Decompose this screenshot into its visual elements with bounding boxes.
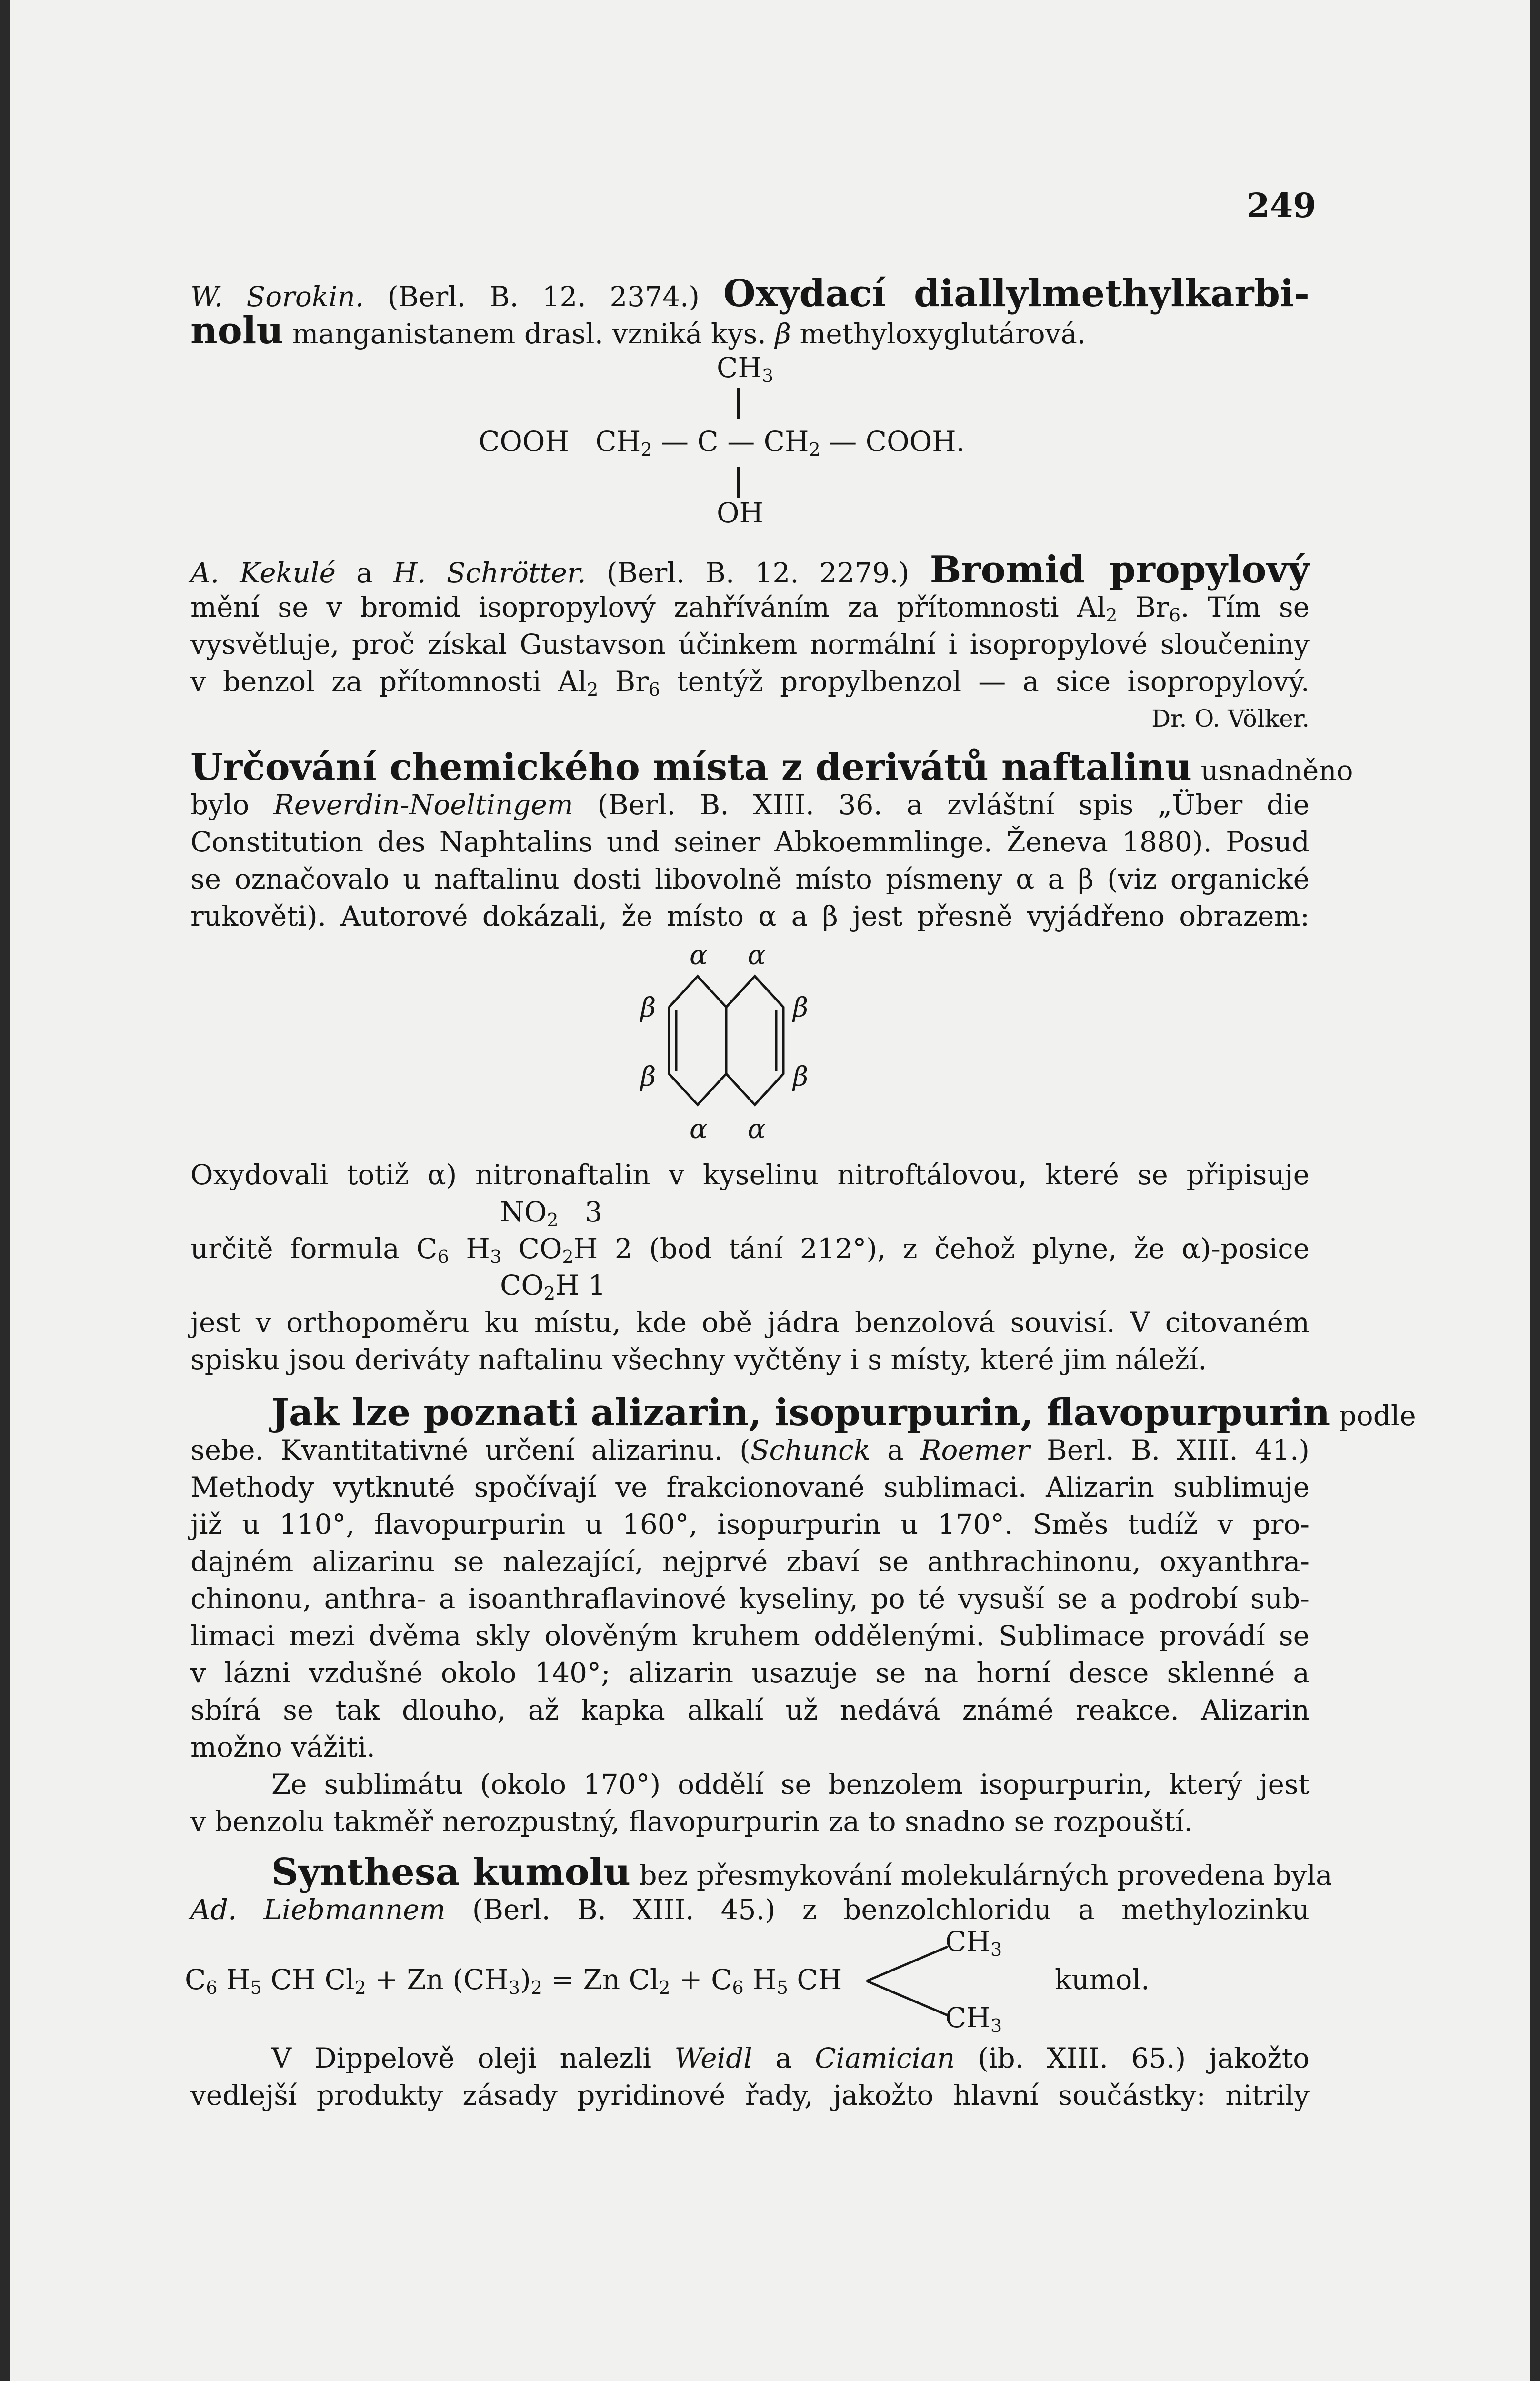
text: v benzol za přítomnosti Al <box>190 665 587 698</box>
author: Schunck <box>750 1434 870 1466</box>
reference: (Berl. B. 12. 2374.) <box>387 280 700 313</box>
eq-branch-lines <box>864 1943 950 2024</box>
text-line: sbírá se tak dlouho, až kapka alkalí už nedává známé reakce. Alizarin <box>190 1694 1310 1726</box>
section-heading-cont: nolu <box>190 309 284 352</box>
text: manganistanem drasl. vzniká kys. <box>292 318 766 350</box>
text: a <box>356 557 373 589</box>
text: H 2 (bod tání 212°), z čehož plyne, že α)-posice <box>573 1232 1310 1265</box>
paragraph-nitronaftalin-3 <box>190 1305 1310 1379</box>
formula-sub: 2 <box>547 1210 559 1231</box>
eq-branch-bottom <box>945 2000 1002 2035</box>
beta-label: β <box>640 992 656 1023</box>
beta-label: β <box>793 1061 809 1092</box>
formula-text: + C <box>679 1963 732 1996</box>
paragraph-kumol <box>190 1851 1332 1929</box>
formula-main <box>479 424 965 459</box>
formula-sub: 2 <box>354 1977 366 1998</box>
text: podle <box>1339 1400 1416 1432</box>
text-line: jest v orthopoměru ku místu, kde obě jádra benzolová souvisí. V citovaném <box>190 1306 1310 1339</box>
text: Br <box>615 665 649 698</box>
formula-text: CH <box>717 351 762 384</box>
text-line: Oxydovali totiž α) nitronaftalin v kyselinu nitroftálovou, které se připisuje <box>190 1159 1310 1191</box>
alpha-label: α <box>690 1114 708 1145</box>
signature: Dr. O. Völker. <box>1151 705 1310 732</box>
text: (Berl. B. XIII. 36. a zvláštní spis „Über die <box>597 789 1310 821</box>
formula-text: — COOH. <box>829 425 965 458</box>
text: V Dippelově oleji nalezli <box>271 2042 651 2074</box>
formula-text: CH <box>797 1963 842 1996</box>
formula-text: — C — CH <box>660 425 809 458</box>
text: mění se v bromid isopropylový zahříváním za přítomnosti Al <box>190 591 1106 623</box>
eq-branch-top <box>945 1924 1002 1959</box>
text-line: chinonu, anthra- a isoanthraflavinové kyseliny, po té vysuší se a podrobí sub- <box>190 1582 1310 1615</box>
equation-kumol <box>185 1962 842 1997</box>
formula-text: H 1 <box>555 1269 606 1301</box>
alpha-label: α <box>690 940 708 971</box>
text-line: se označovalo u naftalinu dosti libovolně místo písmeny α a β (viz organické <box>190 863 1310 895</box>
formula-sub: 5 <box>776 1977 788 1998</box>
author: Weidl <box>674 2042 752 2074</box>
text-line: v benzolu takměř nerozpustný, flavopurpurin za to snadno se rozpouští. <box>190 1805 1193 1838</box>
formula-bottom: OH <box>717 497 764 529</box>
text-line: Methody vytknuté spočívají ve frakcionované sublimaci. Alizarin sublimuje <box>190 1471 1310 1503</box>
formula-text: = Zn Cl <box>551 1963 659 1996</box>
paragraph-sorokin <box>190 272 1310 352</box>
naphthalene-diagram <box>619 938 886 1157</box>
text: a <box>775 2042 792 2074</box>
formula-sub: 2 <box>543 1283 556 1304</box>
formula-text: 3 <box>584 1196 602 1228</box>
section-heading: Bromid propylový <box>930 548 1310 591</box>
formula-nitro-bottom <box>500 1268 606 1303</box>
paragraph-alizarin <box>190 1391 1416 1841</box>
formula-sub: 6 <box>648 679 660 700</box>
equation-product-name: kumol. <box>1055 1963 1150 1996</box>
text-line: spisku jsou deriváty naftalinu všechny vyčtěny i s místy, které jim náleží. <box>190 1343 1207 1376</box>
formula-sub: 6 <box>1169 605 1181 626</box>
text: (Berl. B. XIII. 45.) z benzolchloridu a methylozinku <box>472 1893 1310 1926</box>
formula-sub: 2 <box>562 1246 574 1267</box>
formula-text: C <box>185 1963 206 1996</box>
text: Br <box>1135 591 1169 623</box>
text-line: v lázni vzdušné okolo 140°; alizarin usazuje se na horní desce sklenné a <box>190 1657 1310 1689</box>
formula-text: COOH <box>479 425 570 458</box>
paragraph-dippel <box>190 2041 1310 2115</box>
beta-label: β <box>640 1061 656 1092</box>
text: Berl. B. XIII. 41.) <box>1047 1434 1310 1466</box>
formula-sub: 3 <box>990 2015 1002 2036</box>
section-heading: Jak lze poznati alizarin, isopurpurin, flavopurpurin <box>271 1391 1330 1434</box>
greek-letter: β <box>775 318 791 350</box>
text: a <box>887 1434 904 1466</box>
section-heading: Oxydací diallylmethylkarbi- <box>723 272 1310 315</box>
reference: (Berl. B. 12. 2279.) <box>606 557 910 589</box>
formula-sub: 2 <box>1106 605 1118 626</box>
text: (ib. XIII. 65.) jakožto <box>978 2042 1310 2074</box>
formula-sub: 2 <box>809 439 820 460</box>
text-line: rukověti). Autorové dokázali, že místo α a β jest přesně vyjádřeno obrazem: <box>190 900 1310 932</box>
text-line: vysvětluje, proč získal Gustavson účinkem normální i isopropylové sloučeniny <box>190 628 1310 660</box>
alpha-label: α <box>748 1114 766 1145</box>
formula-text: CO <box>500 1269 544 1301</box>
text: usnadněno <box>1200 754 1353 787</box>
text: určitě formula C <box>190 1232 438 1265</box>
formula-sub: 2 <box>640 439 652 460</box>
formula-sub: 3 <box>508 1977 520 1998</box>
page-number: 249 <box>1246 186 1316 225</box>
text-line: možno vážiti. <box>190 1731 375 1763</box>
author: H. Schrötter. <box>393 557 586 589</box>
text: . Tím se <box>1180 591 1310 623</box>
formula-text: H <box>752 1963 777 1996</box>
formula-sub: 6 <box>206 1977 218 1998</box>
formula-nitro-top <box>500 1194 602 1230</box>
formula-top <box>717 350 773 385</box>
formula-sub: 6 <box>732 1977 744 1998</box>
text-line: dajném alizarinu se nalezající, nejprvé zbaví se anthrachinonu, oxyanthra- <box>190 1545 1310 1578</box>
formula-sub: 2 <box>659 1977 670 1998</box>
author: Roemer <box>920 1434 1030 1466</box>
paragraph-nitronaftalin-2 <box>190 1231 1310 1268</box>
formula-sub: 3 <box>990 1939 1002 1960</box>
formula-text: NO <box>500 1196 547 1228</box>
text: tentýž propylbenzol — a sice isopropylový. <box>677 665 1310 698</box>
formula-sub: 3 <box>490 1246 502 1267</box>
formula-text: CH Cl <box>270 1963 355 1996</box>
formula-sub: 5 <box>250 1977 262 1998</box>
text-line: Ze sublimátu (okolo 170°) oddělí se benzolem isopurpurin, který jest <box>271 1768 1310 1801</box>
formula-sub: 6 <box>437 1246 449 1267</box>
alpha-label: α <box>748 940 766 971</box>
paragraph-naftalin <box>190 746 1353 936</box>
text: sebe. Kvantitativné určení alizarinu. ( <box>190 1434 750 1466</box>
formula-text: ) <box>520 1963 531 1996</box>
author: Ad. Liebmannem <box>190 1893 446 1926</box>
text-line: vedlejší produkty zásady pyridinové řady, jakožto hlavní součástky: nitrily <box>190 2079 1310 2111</box>
author: Ciamician <box>815 2042 955 2074</box>
section-heading: Určování chemického místa z derivátů naftalinu <box>190 746 1192 789</box>
author: Reverdin-Noeltingem <box>273 789 573 821</box>
beta-label: β <box>793 992 809 1023</box>
text: bylo <box>190 789 250 821</box>
paragraph-nitronaftalin <box>190 1157 1310 1194</box>
author: W. Sorokin. <box>190 280 364 313</box>
text: bez přesmykování molekulárných provedena byla <box>639 1859 1332 1891</box>
formula-sub: 2 <box>530 1977 542 1998</box>
text-line: limaci mezi dvěma skly olověným kruhem oddělenými. Sublimace provádí se <box>190 1620 1310 1652</box>
section-heading: Synthesa kumolu <box>271 1851 630 1894</box>
text-line: již u 110°, flavopurpurin u 160°, isopurpurin u 170°. Směs tudíž v pro- <box>190 1508 1310 1541</box>
paragraph-kekule <box>190 548 1310 738</box>
formula-text: CH <box>595 425 641 458</box>
formula-text: CH <box>945 1925 990 1958</box>
formula-sub: 2 <box>587 679 599 700</box>
formula-sub: 3 <box>761 365 774 386</box>
text: H <box>466 1232 490 1265</box>
text-line: Constitution des Naphtalins und seiner Abkoemmlinge. Ženeva 1880). Posud <box>190 826 1310 858</box>
text: methyloxyglutárová. <box>800 318 1086 350</box>
author: A. Kekulé <box>190 557 336 589</box>
formula-text: H <box>226 1963 250 1996</box>
formula-text: + Zn (CH <box>375 1963 509 1996</box>
text: CO <box>518 1232 562 1265</box>
formula-text: CH <box>945 2001 990 2034</box>
